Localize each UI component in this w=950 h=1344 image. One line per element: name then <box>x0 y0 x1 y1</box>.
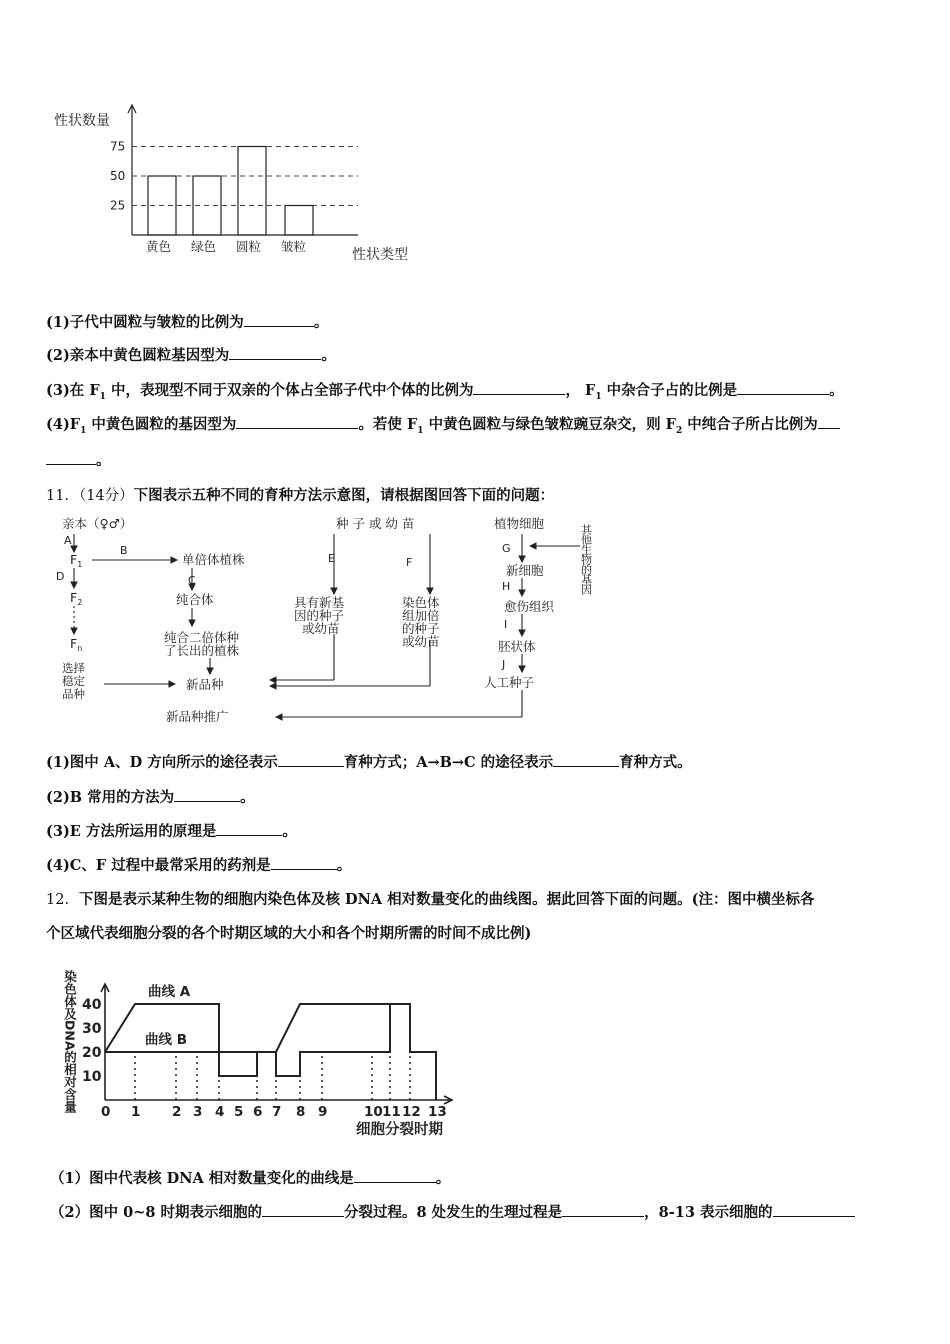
diagram-new-cell: 新细胞 <box>506 563 544 578</box>
line-chart-x-tick: 2 <box>172 1104 182 1120</box>
answer-blank[interactable] <box>773 1202 855 1217</box>
line-chart-x-tick: 0 <box>101 1104 111 1120</box>
diagram-new-gene-1: 具有新基 <box>294 595 345 610</box>
series-b-line <box>105 1004 436 1100</box>
diagram-parents: 亲本（♀♂） <box>62 516 133 531</box>
diagram-callus: 愈伤组织 <box>504 599 555 614</box>
diagram-diploid-2: 了长出的植株 <box>164 643 240 658</box>
diagram-homozygous: 纯合体 <box>176 592 214 607</box>
bar-chart-xlabel: 性状类型 <box>352 247 408 263</box>
q11-line-1: (1)图中 A、D 方向所示的途径表示 育种方式；A→B→C 的途径表示 育种方式。 <box>46 754 692 771</box>
line-chart-x-tick: 13 <box>428 1104 447 1120</box>
diagram-fn: $F_n$ <box>70 636 83 653</box>
answer-blank[interactable] <box>354 1168 436 1183</box>
diagram-label-h: H <box>502 580 511 593</box>
bar-3 <box>238 147 266 236</box>
answer-blank[interactable] <box>244 312 314 327</box>
diagram-select-2: 稳定 <box>62 674 85 688</box>
line-chart-x-tick: 3 <box>193 1104 203 1120</box>
answer-blank[interactable] <box>818 414 840 429</box>
diagram-promotion: 新品种推广 <box>166 709 229 724</box>
line-chart-x-tick: 12 <box>402 1104 421 1120</box>
q11-header: 11．（14分）下图表示五种不同的育种方法示意图，请根据图回答下面的问题： <box>46 487 555 504</box>
bar-chart-y-tick: 25 <box>110 198 126 213</box>
diagram-label-a: A <box>64 534 72 547</box>
bar-chart-y-tick: 50 <box>110 169 126 183</box>
q11-line-4: (4)C、F 过程中最常采用的药剂是 。 <box>46 857 352 874</box>
diagram-label-c: C <box>188 574 196 587</box>
diagram-label-b: B <box>120 544 128 557</box>
line-chart-x-tick: 4 <box>215 1104 225 1120</box>
line-chart-x-tick: 11 <box>382 1104 401 1120</box>
bar-chart-x-tick: 绿色 <box>191 239 217 254</box>
line-chart-x-tick: 9 <box>318 1104 328 1120</box>
answer-blank[interactable] <box>737 380 829 395</box>
q10-line-1: (1)子代中圆粒与皱粒的比例为 。 <box>46 314 329 331</box>
line-chart-x-tick: 5 <box>234 1104 244 1120</box>
q12-header-line-1: 12．下图是表示某种生物的细胞内染色体及核 DNA 相对数量变化的曲线图。据此回答下面的问题。(注：图中横坐标各 <box>46 891 815 908</box>
diagram-label-e: E <box>328 552 335 565</box>
diagram-chrom-4: 或幼苗 <box>402 634 440 649</box>
answer-blank[interactable] <box>236 414 358 429</box>
line-chart-ylabel: 染色体及DNA的相对含量 <box>62 970 78 1114</box>
bar-chart-x-tick: 黄色 <box>146 239 172 254</box>
diagram-chrom-3: 的种子 <box>402 621 440 636</box>
diagram-label-d: D <box>56 570 65 583</box>
q12-line-2: （2）图中 0~8 时期表示细胞的 分裂过程。8 处发生的生理过程是 ，8-13 表示细胞的 <box>50 1202 855 1223</box>
answer-blank[interactable] <box>229 345 321 360</box>
series-a-label: 曲线 A <box>148 984 191 1000</box>
line-chart-y-tick: 10 <box>82 1069 102 1085</box>
q12-header-line-2: 个区域代表细胞分裂的各个时期区域的大小和各个时期所需的时间不成比例) <box>46 925 532 942</box>
answer-blank[interactable] <box>262 1202 344 1217</box>
line-chart-x-tick: 10 <box>364 1104 383 1120</box>
q11-line-3: (3)E 方法所运用的原理是 。 <box>46 823 297 840</box>
breeding-methods-diagram <box>40 512 660 734</box>
diagram-new-variety: 新品种 <box>186 677 224 692</box>
q11-line-2: (2)B 常用的方法为 。 <box>46 789 255 806</box>
diagram-chrom-2: 组加倍 <box>402 608 440 623</box>
line-chart-y-tick: 20 <box>82 1045 102 1061</box>
answer-blank[interactable] <box>562 1202 644 1217</box>
diagram-plant-cell: 植物细胞 <box>494 516 545 531</box>
diagram-diploid-1: 纯合二倍体种 <box>164 630 240 645</box>
line-chart-x-tick: 8 <box>296 1104 306 1120</box>
diagram-new-gene-2: 因的种子 <box>294 608 345 623</box>
bar-chart-x-tick: 圆粒 <box>236 239 262 254</box>
answer-blank[interactable] <box>473 380 565 395</box>
diagram-chrom-1: 染色体 <box>402 595 440 610</box>
diagram-label-j: J <box>502 658 506 671</box>
answer-blank[interactable] <box>46 450 96 465</box>
bar-chart-y-tick: 75 <box>110 139 126 154</box>
line-chart-x-tick: 6 <box>253 1104 263 1120</box>
diagram-f1: $F_1$ <box>70 552 83 569</box>
dna-chromosome-line-chart <box>50 962 470 1148</box>
diagram-label-f: F <box>406 556 413 569</box>
q10-line-4: $(4)F_1$ 中黄色圆粒的基因型为 。若使 $F_1$ 中黄色圆粒与绿色皱粒豌豆杂交，则 $F_2$ 中纯合子所占比例为 <box>46 414 840 441</box>
line-chart-x-tick: 1 <box>131 1104 141 1120</box>
answer-blank[interactable] <box>278 752 344 767</box>
answer-blank[interactable] <box>553 752 619 767</box>
diagram-seed: 种 子 或 幼 苗 <box>336 516 415 531</box>
diagram-artificial-seed: 人工种子 <box>484 675 535 690</box>
diagram-label-i: I <box>504 618 508 631</box>
bar-chart-ylabel: 性状数量 <box>54 113 110 129</box>
line-chart-xlabel: 细胞分裂时期 <box>356 1122 443 1138</box>
line-chart-x-tick: 7 <box>272 1104 282 1120</box>
answer-blank[interactable] <box>271 855 337 870</box>
diagram-select-3: 品种 <box>62 687 85 701</box>
diagram-label-g: G <box>502 542 511 555</box>
q10-line-3: (3)在 $F_1$ 中，表现型不同于双亲的个体占全部子代中个体的比例为 ， $F_1$ 中杂合子占的比例是 。 <box>46 382 844 402</box>
diagram-new-gene-3: 或幼苗 <box>302 621 340 636</box>
diagram-embryoid: 胚状体 <box>498 639 536 654</box>
answer-blank[interactable] <box>216 821 282 836</box>
diagram-other-gene: 其他生物的基因 <box>579 524 593 594</box>
line-chart-y-tick: 40 <box>82 997 102 1013</box>
bar-chart-x-tick: 皱粒 <box>281 239 307 254</box>
diagram-haploid: 单倍体植株 <box>182 552 245 567</box>
trait-bar-chart <box>40 95 440 275</box>
q10-line-5: 。 <box>46 450 111 471</box>
series-b-label: 曲线 B <box>145 1032 187 1048</box>
q10-line-2: (2)亲本中黄色圆粒基因型为 。 <box>46 347 336 364</box>
q12-line-1: （1）图中代表核 DNA 相对数量变化的曲线是 。 <box>50 1170 451 1187</box>
bar-4 <box>285 206 313 236</box>
diagram-select-1: 选择 <box>62 661 85 675</box>
diagram-f2: $F_2$ <box>70 590 83 607</box>
line-chart-y-tick: 30 <box>82 1021 102 1037</box>
answer-blank[interactable] <box>174 787 240 802</box>
